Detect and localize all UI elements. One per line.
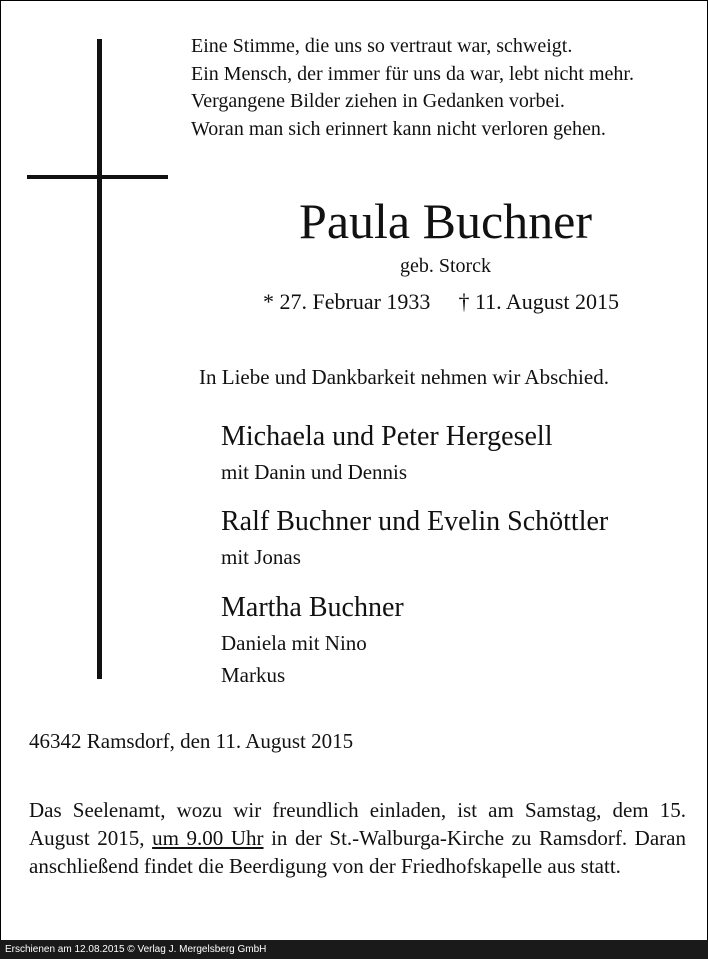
maiden-name: geb. Storck (399, 255, 492, 277)
family-name: Ralf Buchner und Evelin Schöttler (221, 506, 609, 537)
service-text: in der St.-Walburga-Kirche zu Ramsdorf. Daran anschließend findet die Beerdigung von der Friedhofskapelle aus statt. (29, 826, 686, 878)
birth-date: * 27. Februar 1933 (263, 289, 431, 314)
family-member: mit Danin und Dennis (221, 460, 408, 484)
farewell-line: In Liebe und Dankbarkeit nehmen wir Abschied. (199, 365, 609, 389)
publication-footer: Erschienen am 12.08.2015 © Verlag J. Mergelsberg GmbH (0, 940, 708, 959)
service-announcement (29, 796, 686, 880)
death-date: † 11. August 2015 (458, 289, 619, 314)
poem-line: Vergangene Bilder ziehen in Gedanken vorbei. (191, 90, 565, 112)
family-name: Martha Buchner (221, 592, 404, 623)
poem-line: Ein Mensch, der immer für uns da war, lebt nicht mehr. (191, 62, 634, 85)
cross-icon-crossbar (27, 175, 168, 179)
cross-icon (97, 39, 102, 679)
poem-line: Eine Stimme, die uns so vertraut war, schweigt. (191, 35, 573, 57)
family-member: Markus (221, 663, 286, 687)
deceased-name: Paula Buchner (299, 193, 592, 249)
family-name: Michaela und Peter Hergesell (221, 421, 553, 452)
service-time: um 9.00 Uhr (152, 826, 264, 850)
service-text: Das Seelenamt, wozu wir freundlich einladen, ist am Samstag, dem 15. August 2015, (29, 798, 686, 850)
family-member: mit Jonas (221, 545, 301, 569)
family-member: Daniela mit Nino (221, 631, 367, 655)
poem (191, 33, 634, 143)
poem-line: Woran man sich erinnert kann nicht verloren gehen. (191, 117, 606, 140)
place-and-date: 46342 Ramsdorf, den 11. August 2015 (29, 729, 354, 753)
life-dates (1, 289, 708, 315)
